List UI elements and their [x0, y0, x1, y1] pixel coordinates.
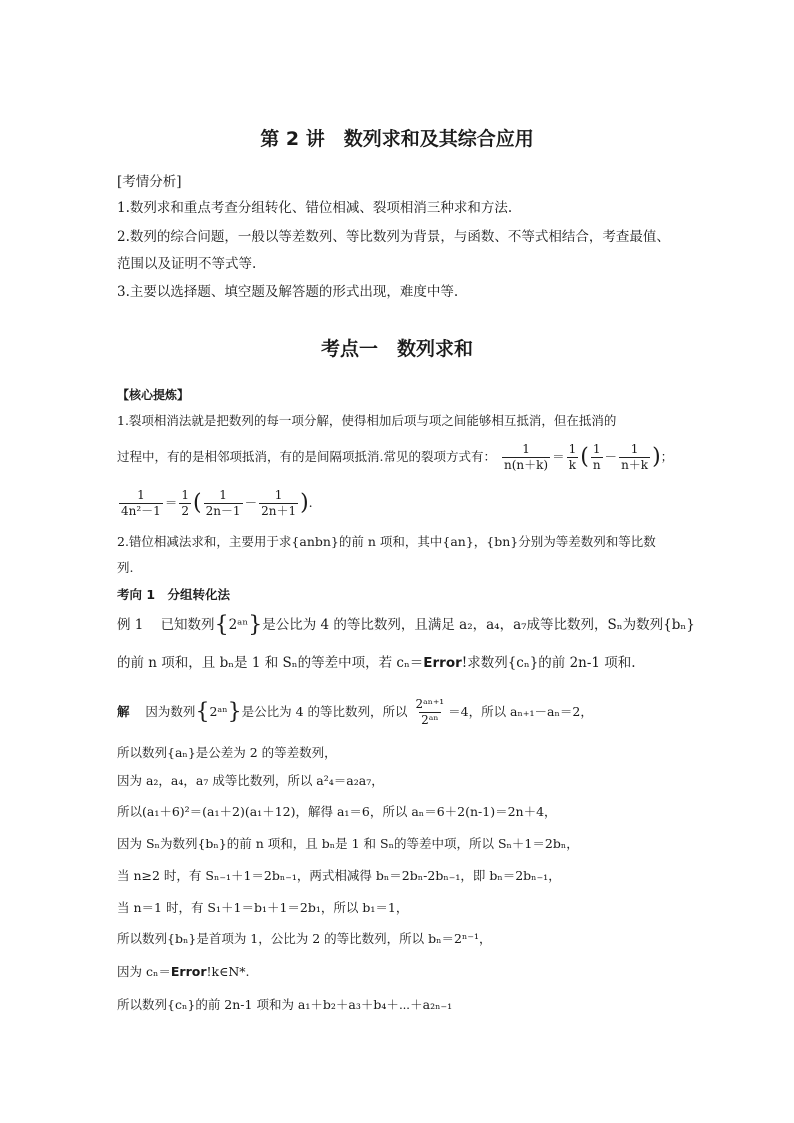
solution-line-1: 解 因为数列{2ᵃⁿ}是公比为 4 的等比数列，所以 $\frac{\text{2ᵃⁿ⁺¹}}{\text{2ᵃⁿ}}$ ＝4，所以 aₙ₊₁－aₙ＝2，: [117, 697, 593, 727]
error-text: Error: [423, 655, 462, 671]
fraction: $\frac{\text{2ᵃⁿ⁺¹}}{\text{2ᵃⁿ}}$: [415, 697, 445, 727]
example-line-1: 例 1 已知数列{2ᵃⁿ}是公比为 4 的等比数列，且满足 a₂，a₄，a₇成等比数列，Sₙ为数列{bₙ}: [117, 612, 695, 638]
core-line-3: $\frac{1}{\text{4n²－1}}$ ＝ $\frac{1}{2}$ ( $\frac{1}{2n-1}$ － $\frac{1}{2n+1}$ ).: [121, 488, 313, 518]
solution-line-7: 当 n＝1 时，有 S₁＋1＝b₁＋1＝2b₁，所以 b₁＝1，: [117, 900, 409, 915]
fraction: $\frac{1}{\text{4n²－1}}$: [121, 488, 161, 518]
error-text: Error: [170, 964, 207, 979]
core-line-4: 2.错位相减法求和，主要用于求{anbn}的前 n 项和，其中{an}，{bn}分别为等差数列和等比数: [117, 534, 656, 549]
solution-line-9: 因为 cₙ＝Error!k∈N*.: [117, 964, 250, 979]
analysis-point-2b: 范围以及证明不等式等.: [117, 256, 257, 272]
core-line-1: 1.裂项相消法就是把数列的每一项分解，使得相加后项与项之间能够相互抵消，但在抵消的: [117, 413, 617, 428]
fraction: $\frac{1}{2}$: [181, 488, 189, 518]
example-line-2: 的前 n 项和，且 bₙ是 1 和 Sₙ的等差中项，若 cₙ＝Error!求数列{cₙ}的前 2n-1 项和.: [117, 655, 636, 671]
analysis-point-2a: 2.数列的综合问题，一般以等差数列、等比数列为背景，与函数、不等式相结合，考查最值、: [117, 229, 670, 245]
fraction: $\frac{1}{n}$: [592, 442, 601, 472]
solution-line-8: 所以数列{bₙ}是首项为 1，公比为 2 的等比数列，所以 bₙ＝2ⁿ⁻¹，: [117, 931, 492, 946]
direction-heading: 考向 1 分组转化法: [117, 587, 231, 602]
fraction: $\frac{1}{k}$: [568, 442, 577, 472]
core-line-5: 列.: [117, 560, 134, 575]
core-line-2: 过程中，有的是相邻项抵消，有的是间隔项抵消.常见的裂项方式有： $\frac{1}{n(n+k)}$ ＝ $\frac{1}{k}$ ( $\frac{1}{n}$ － $\frac{1}{n+k}$ )；: [117, 442, 674, 472]
solution-line-5: 因为 Sₙ为数列{bₙ}的前 n 项和，且 bₙ是 1 和 Sₙ的等差中项，所以 Sₙ＋1＝2bₙ，: [117, 836, 579, 851]
core-line-2-text: 过程中，有的是相邻项抵消，有的是间隔项抵消.常见的裂项方式有：: [117, 449, 496, 464]
analysis-point-3: 3.主要以选择题、填空题及解答题的形式出现，难度中等.: [117, 284, 459, 300]
example-label: 例 1: [117, 617, 144, 633]
solution-line-6: 当 n≥2 时，有 Sₙ₋₁＋1＝2bₙ₋₁，两式相减得 bₙ＝2bₙ-2bₙ₋₁，即 bₙ＝2bₙ₋₁，: [117, 868, 561, 883]
core-heading: 【核心提炼】: [117, 388, 190, 402]
section-title: 考点一 数列求和: [320, 338, 473, 360]
solution-line-3: 因为 a₂，a₄，a₇ 成等比数列，所以 a²₄＝a₂a₇，: [117, 773, 384, 788]
solution-label: 解: [117, 704, 130, 719]
fraction: $\frac{1}{n+k}$: [621, 442, 649, 472]
fraction: $\frac{1}{2n+1}$: [261, 488, 297, 518]
analysis-point-1: 1.数列求和重点考查分组转化、错位相减、裂项相消三种求和方法.: [117, 200, 513, 216]
solution-line-4: 所以(a₁＋6)²＝(a₁＋2)(a₁＋12)，解得 a₁＝6，所以 aₙ＝6＋2(n-1)＝2n＋4，: [117, 804, 557, 819]
page-title: 第 2 讲 数列求和及其综合应用: [260, 128, 534, 150]
solution-line-10: 所以数列{cₙ}的前 2n-1 项和为 a₁＋b₂＋a₃＋b₄＋⋯＋a₂ₙ₋₁: [117, 997, 453, 1012]
analysis-heading: [考情分析]: [117, 174, 182, 190]
solution-line-2: 所以数列{aₙ}是公差为 2 的等差数列，: [117, 745, 337, 760]
fraction: $\frac{1}{n(n+k)}$: [503, 442, 549, 472]
fraction: $\frac{1}{2n-1}$: [205, 488, 241, 518]
